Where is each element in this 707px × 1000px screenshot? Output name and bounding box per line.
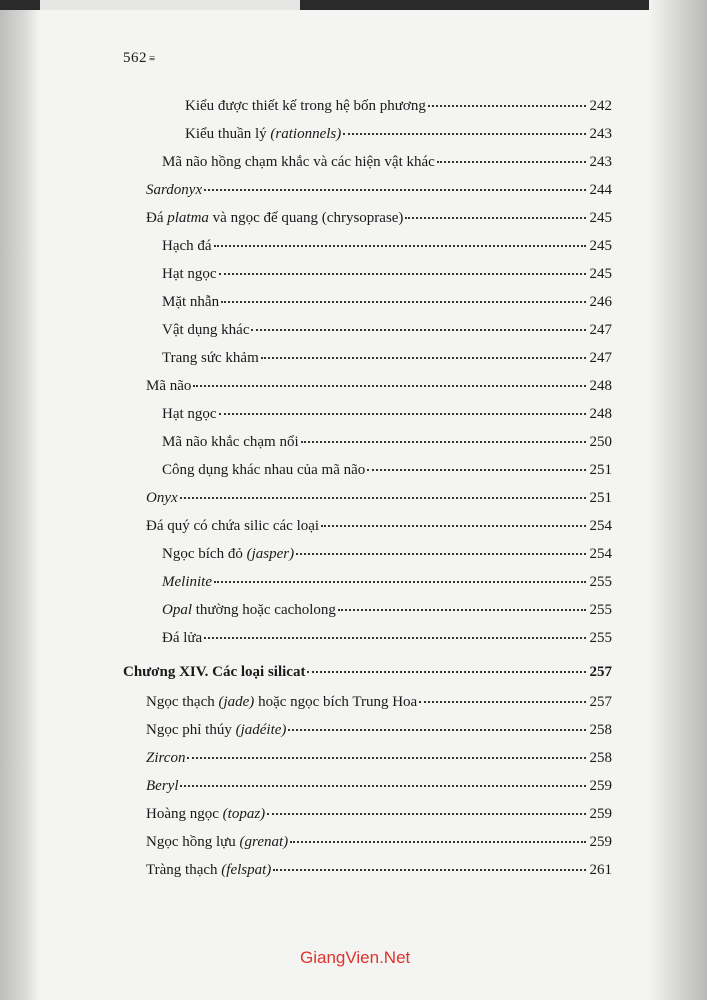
toc-dot-leader [261,343,586,359]
toc-page-number: 246 [589,294,612,310]
toc-entry-text: Hoàng ngọc [146,806,223,822]
toc-entry [146,690,612,712]
toc-page-number: 247 [589,322,612,338]
toc-entry-italic: (rationnels) [270,126,342,142]
toc-entry-italic: (jasper) [246,546,295,562]
toc-dot-leader [273,855,586,871]
toc-entry-italic: (topaz) [222,806,266,822]
toc-entry-title [162,572,212,592]
toc-entry-title [146,692,417,712]
toc-entry-italic: Sardonyx [146,182,203,198]
toc-dot-leader [219,399,586,415]
toc-page-number: 259 [589,806,612,822]
watermark: GiangVien.Net [300,948,411,967]
toc-entry [162,458,612,480]
toc-page-number: 245 [589,238,612,254]
toc-entry-text-after: thường hoặc cacholong [192,602,336,618]
toc-entry-title [162,432,299,452]
toc-entry-title [146,832,288,852]
toc-entry-italic: (grenat) [239,834,289,850]
toc-entry [146,830,612,852]
toc-entry-title [162,348,259,368]
toc-entry [146,374,612,396]
toc-page-number: 255 [589,574,612,590]
toc-entry-title [162,404,217,424]
toc-dot-leader [214,567,586,583]
toc-page-number: 245 [589,266,612,282]
toc-page-number: 258 [589,722,612,738]
toc-entry-text: Kiểu thuần lý [185,126,271,142]
toc-entry-italic: Opal [162,602,192,618]
toc-entry-italic: platma [167,210,209,226]
toc-entry-text: Ngọc hồng lựu [146,834,240,850]
toc-entry-italic: Melinite [162,574,212,590]
toc-entry-italic: (jadéite) [235,722,287,738]
toc-entry [146,858,612,880]
toc-entry [146,486,612,508]
toc-page-number: 243 [589,154,612,170]
toc-dot-leader [290,827,586,843]
toc-entry-title [146,776,178,796]
toc-entry-title [162,264,217,284]
toc-entry-title [123,662,305,682]
toc-page-number: 261 [589,862,612,878]
toc-entry-title [185,124,341,144]
toc-entry-title [162,292,219,312]
toc-entry-text: Mặt nhẫn [162,294,220,310]
toc-entry-text: Vật dụng khác [162,322,250,338]
toc-entry-text: Chương XIV. Các loại silicat [123,664,306,680]
toc-entry [146,514,612,536]
toc-dot-leader [321,511,586,527]
toc-entry-title [146,208,403,228]
toc-page-number: 254 [589,546,612,562]
toc-dot-leader [204,623,586,639]
toc-entry-text: Trang sức khảm [162,350,259,366]
toc-entry-title [162,460,365,480]
toc-dot-leader [405,203,586,219]
toc-entry-title [162,236,212,256]
toc-entry-title [185,96,426,116]
toc-entry-title [162,628,202,648]
toc-entry [146,746,612,768]
toc-entry [146,178,612,200]
toc-dot-leader [180,771,586,787]
toc-dot-leader [307,657,586,673]
toc-dot-leader [180,483,586,499]
toc-entry-text: Ngọc thạch [146,694,219,710]
toc-dot-leader [343,119,586,135]
toc-page-number: 247 [589,350,612,366]
toc-entry-title [162,600,336,620]
toc-entry-italic: Beryl [146,778,179,794]
toc-entry-text: Mã não hồng chạm khắc và các hiện vật khác [162,154,435,170]
toc-page-number: 248 [589,378,612,394]
toc-page-number: 254 [589,518,612,534]
toc-entry [146,206,612,228]
toc-dot-leader [267,799,586,815]
toc-entry-text: Đá lửa [162,630,203,646]
toc-page-number: 244 [589,182,612,198]
toc-entry-italic: Onyx [146,490,178,506]
toc-page-number: 258 [589,750,612,766]
toc-page-number: 255 [589,630,612,646]
toc-dot-leader [214,231,586,247]
toc-entry [162,598,612,620]
toc-entry-title [146,488,178,508]
toc-entry [185,122,612,144]
toc-entry-title [162,152,435,172]
toc-page-number: 248 [589,406,612,422]
toc-page-number: 257 [589,664,612,680]
toc-entry-text: Mã não khắc chạm nổi [162,434,299,450]
toc-entry [162,626,612,648]
toc-page-number: 242 [589,98,612,114]
toc-entry-text: Hạch đá [162,238,212,254]
toc-page-number: 243 [589,126,612,142]
toc-entry-text: Hạt ngọc [162,266,217,282]
toc-entry [162,262,612,284]
toc-entry-text: Hạt ngọc [162,406,217,422]
toc-page-number: 257 [589,694,612,710]
toc-entry-italic: (jade) [218,694,255,710]
toc-dot-leader [193,371,586,387]
toc-entry-title [146,748,185,768]
toc-entry [162,570,612,592]
toc-dot-leader [419,687,586,703]
toc-entry-italic: Zircon [146,750,186,766]
toc-entry-title [162,320,249,340]
toc-dot-leader [301,427,586,443]
toc-dot-leader [219,259,586,275]
toc-dot-leader [338,595,586,611]
toc-entry-text-after: và ngọc đế quang (chrysoprase) [208,210,404,226]
toc-dot-leader [367,455,586,471]
toc-entry-title [146,516,319,536]
toc-entry-title [146,720,286,740]
toc-entry-text: Đá [146,210,168,226]
toc-entry [162,318,612,340]
toc-entry-title [146,860,271,880]
page-number-marker: ≡ [149,53,156,65]
toc-entry [162,150,612,172]
toc-page-number: 245 [589,210,612,226]
toc-chapter-entry [123,660,612,682]
toc-dot-leader [221,287,586,303]
toc-page-number: 255 [589,602,612,618]
toc-entry-text: Ngọc phỉ thúy [146,722,236,738]
toc-entry [185,94,612,116]
toc-dot-leader [204,175,586,191]
toc-entry [162,430,612,452]
toc-dot-leader [428,91,586,107]
toc-entry [162,402,612,424]
toc-entry-title [146,376,191,396]
page-number-value: 562 [123,50,147,66]
toc-entry-title [146,180,202,200]
toc-entry-text: Công dụng khác nhau của mã não [162,462,366,478]
toc-entry-title [146,804,265,824]
toc-entry [146,802,612,824]
toc-entry [146,774,612,796]
toc-entry-text: Tràng thạch [146,862,222,878]
toc-entry-text: Ngọc bích đỏ [162,546,247,562]
toc-entry [162,290,612,312]
toc-page-number: 251 [589,490,612,506]
toc-dot-leader [288,715,586,731]
toc-dot-leader [296,539,586,555]
toc-entry [162,542,612,564]
toc-page-number: 250 [589,434,612,450]
toc-page-number: 259 [589,778,612,794]
toc-page-number: 259 [589,834,612,850]
toc-entry-text-after: hoặc ngọc bích Trung Hoa [254,694,418,710]
toc-entry-text: Kiểu được thiết kế trong hệ bốn phương [185,98,426,114]
toc-entry [162,234,612,256]
toc-entry [146,718,612,740]
toc-page-number: 251 [589,462,612,478]
toc-dot-leader [187,743,586,759]
toc-dot-leader [251,315,586,331]
toc-entry [162,346,612,368]
toc-dot-leader [437,147,586,163]
toc-entry-italic: (felspat) [221,862,272,878]
toc-entry-text: Mã não [146,378,192,394]
toc-entry-text: Đá quý có chứa silic các loại [146,518,320,534]
toc-entry-title [162,544,294,564]
